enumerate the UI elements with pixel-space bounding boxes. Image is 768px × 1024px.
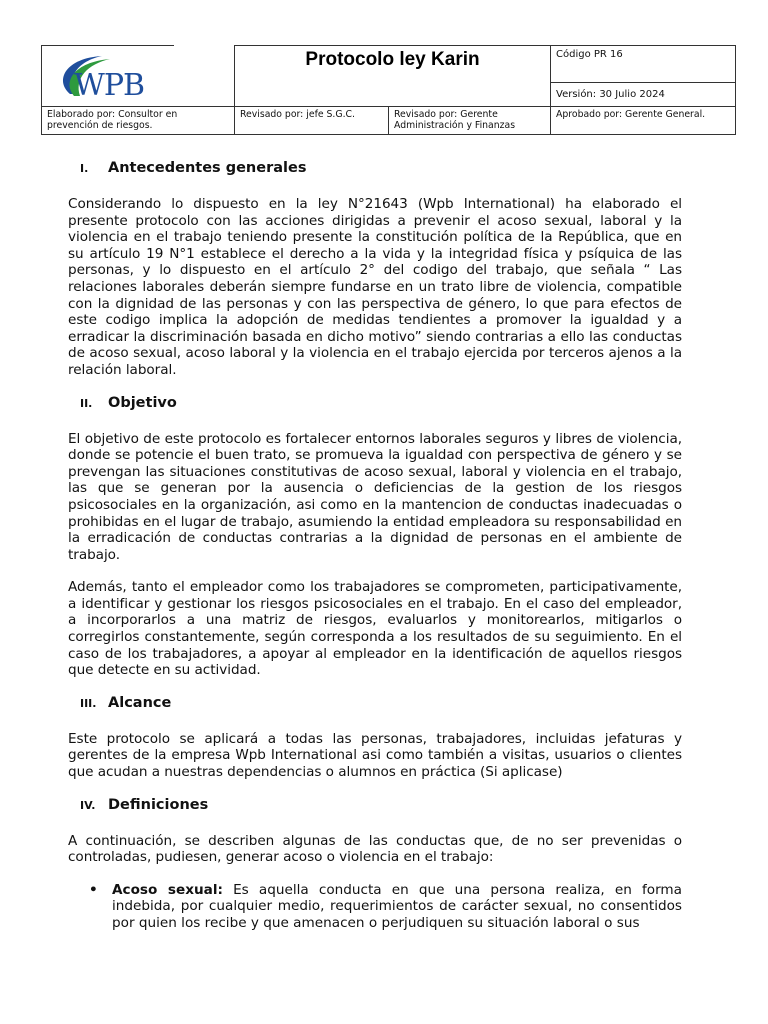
reviewed-by-1-cell bbox=[235, 107, 389, 134]
reviewed-by-2: Revisado por: Gerente Administración y Finanzas bbox=[394, 109, 516, 131]
section-title: Alcance bbox=[108, 694, 172, 711]
list-item bbox=[68, 882, 682, 932]
code-cell bbox=[551, 46, 736, 83]
reviewed-by-1: Revisado por: jefe S.G.C. bbox=[240, 109, 355, 120]
section-number: III. bbox=[80, 696, 97, 710]
title-cell bbox=[235, 46, 551, 107]
reviewed-by-2-cell bbox=[389, 107, 550, 134]
paragraph: El objetivo de este protocolo es fortalecer entornos laborales seguros y libres de violencia, donde se potencie el buen trato, se promueva la igualdad con perspectiva de género y se prevengan las situaciones constitutivas de acoso sexual, laboral y violencia en el trabajo, las que se generan por la ausencia o deficiencias de la gestion de los riesgos psicosociales en la organización, asi como en la mantencion de conductas inadecuadas o prohibidas en el lugar de trabajo, asumiendo la entidad empleadora su responsabilidad en la erradicación de conductas contrarias a la dignidad de personas en el ambiente de trabajo. bbox=[68, 430, 682, 563]
paragraph: Considerando lo dispuesto en la ley N°21643 (Wpb International) ha elaborado el presente protocolo con las acciones dirigidas a prevenir el acoso sexual, laboral y la violencia en el trabajo teniendo presente la constitución política de la República, que en su artículo 19 N°1 establece el derecho a la vida y la integridad física y psíquica de las personas, y lo dispuesto en el artículo 2° del codigo del trabajo, que señala “ Las relaciones laborales deberán siempre fundarse en un trato libre de violencia, compatible con la dignidad de las personas y con las perspectiva de género, lo que para efectos de este codigo implica la adopción de medidas tendientes a promover la igualdad y a erradicar la discriminación basada en dicho motivo” siendo contrarias a ello las conductas de acoso sexual, acoso laboral y la violencia en el trabajo ejercida por terceros ajenos a la relación laboral. bbox=[68, 196, 682, 378]
section-title: Antecedentes generales bbox=[108, 160, 307, 176]
header-table bbox=[41, 45, 736, 135]
paragraph: Este protocolo se aplicará a todas las personas, trabajadores, incluidas jefaturas y gerentes de la empresa Wpb International asi como también a visitas, usuarios o clientes que acudan a nuestras dependencias o alumnos en práctica (Si aplicase) bbox=[68, 730, 682, 781]
version-cell bbox=[551, 83, 736, 107]
document-body bbox=[68, 160, 682, 932]
logo-cell bbox=[42, 46, 235, 107]
definition-term: Acoso sexual: bbox=[112, 881, 223, 898]
document-header bbox=[41, 45, 727, 129]
section-heading-objetivo bbox=[68, 395, 682, 417]
paragraph: A continuación, se describen algunas de las conductas que, de no ser prevenidas o controladas, pudiesen, generar acoso o violencia en el trabajo: bbox=[68, 832, 682, 866]
section-number: IV. bbox=[80, 798, 96, 812]
logo-text: WPB bbox=[74, 67, 145, 103]
definitions-list bbox=[68, 882, 682, 932]
document-title: Protocolo ley Karin bbox=[305, 49, 480, 70]
prepared-by-cell bbox=[42, 107, 235, 135]
section-title: Definiciones bbox=[108, 796, 209, 813]
reviewed-cells bbox=[235, 107, 551, 135]
document-code: Código PR 16 bbox=[556, 49, 623, 60]
section-number: I. bbox=[80, 162, 89, 175]
wpb-logo bbox=[52, 50, 172, 106]
definition-text: Es aquella conducta en que una persona realiza, en forma indebida, por cualquier medio, requerimientos de carácter sexual, no consentidos por quien los recibe y que amenacen o perjudiquen su situación laboral o sus bbox=[112, 881, 683, 931]
section-heading-definiciones bbox=[68, 797, 682, 819]
prepared-by: Elaborado por: Consultor en prevención de riesgos. bbox=[47, 109, 178, 131]
approved-by-cell bbox=[551, 107, 736, 135]
section-heading-alcance bbox=[68, 695, 682, 717]
approved-by: Aprobado por: Gerente General. bbox=[556, 109, 706, 120]
paragraph: Además, tanto el empleador como los trabajadores se comprometen, participativamente, a identificar y gestionar los riesgos psicosociales en el trabajo. En el caso del empleador, a incorporarlos a una matriz de riesgos, evaluarlos y monitorearlos, mitigarlos o corregirlos constantemente, según corresponda a los resultados de su seguimiento. En el caso de los trabajadores, a apoyar al empleador en la identificación de aquellos riesgos que detecte en su actividad. bbox=[68, 579, 682, 679]
document-version: Versión: 30 Julio 2024 bbox=[556, 89, 665, 100]
section-title: Objetivo bbox=[108, 394, 177, 411]
bullet-icon: • bbox=[89, 881, 98, 898]
section-heading-antecedentes bbox=[68, 160, 682, 182]
section-number: II. bbox=[80, 396, 93, 410]
